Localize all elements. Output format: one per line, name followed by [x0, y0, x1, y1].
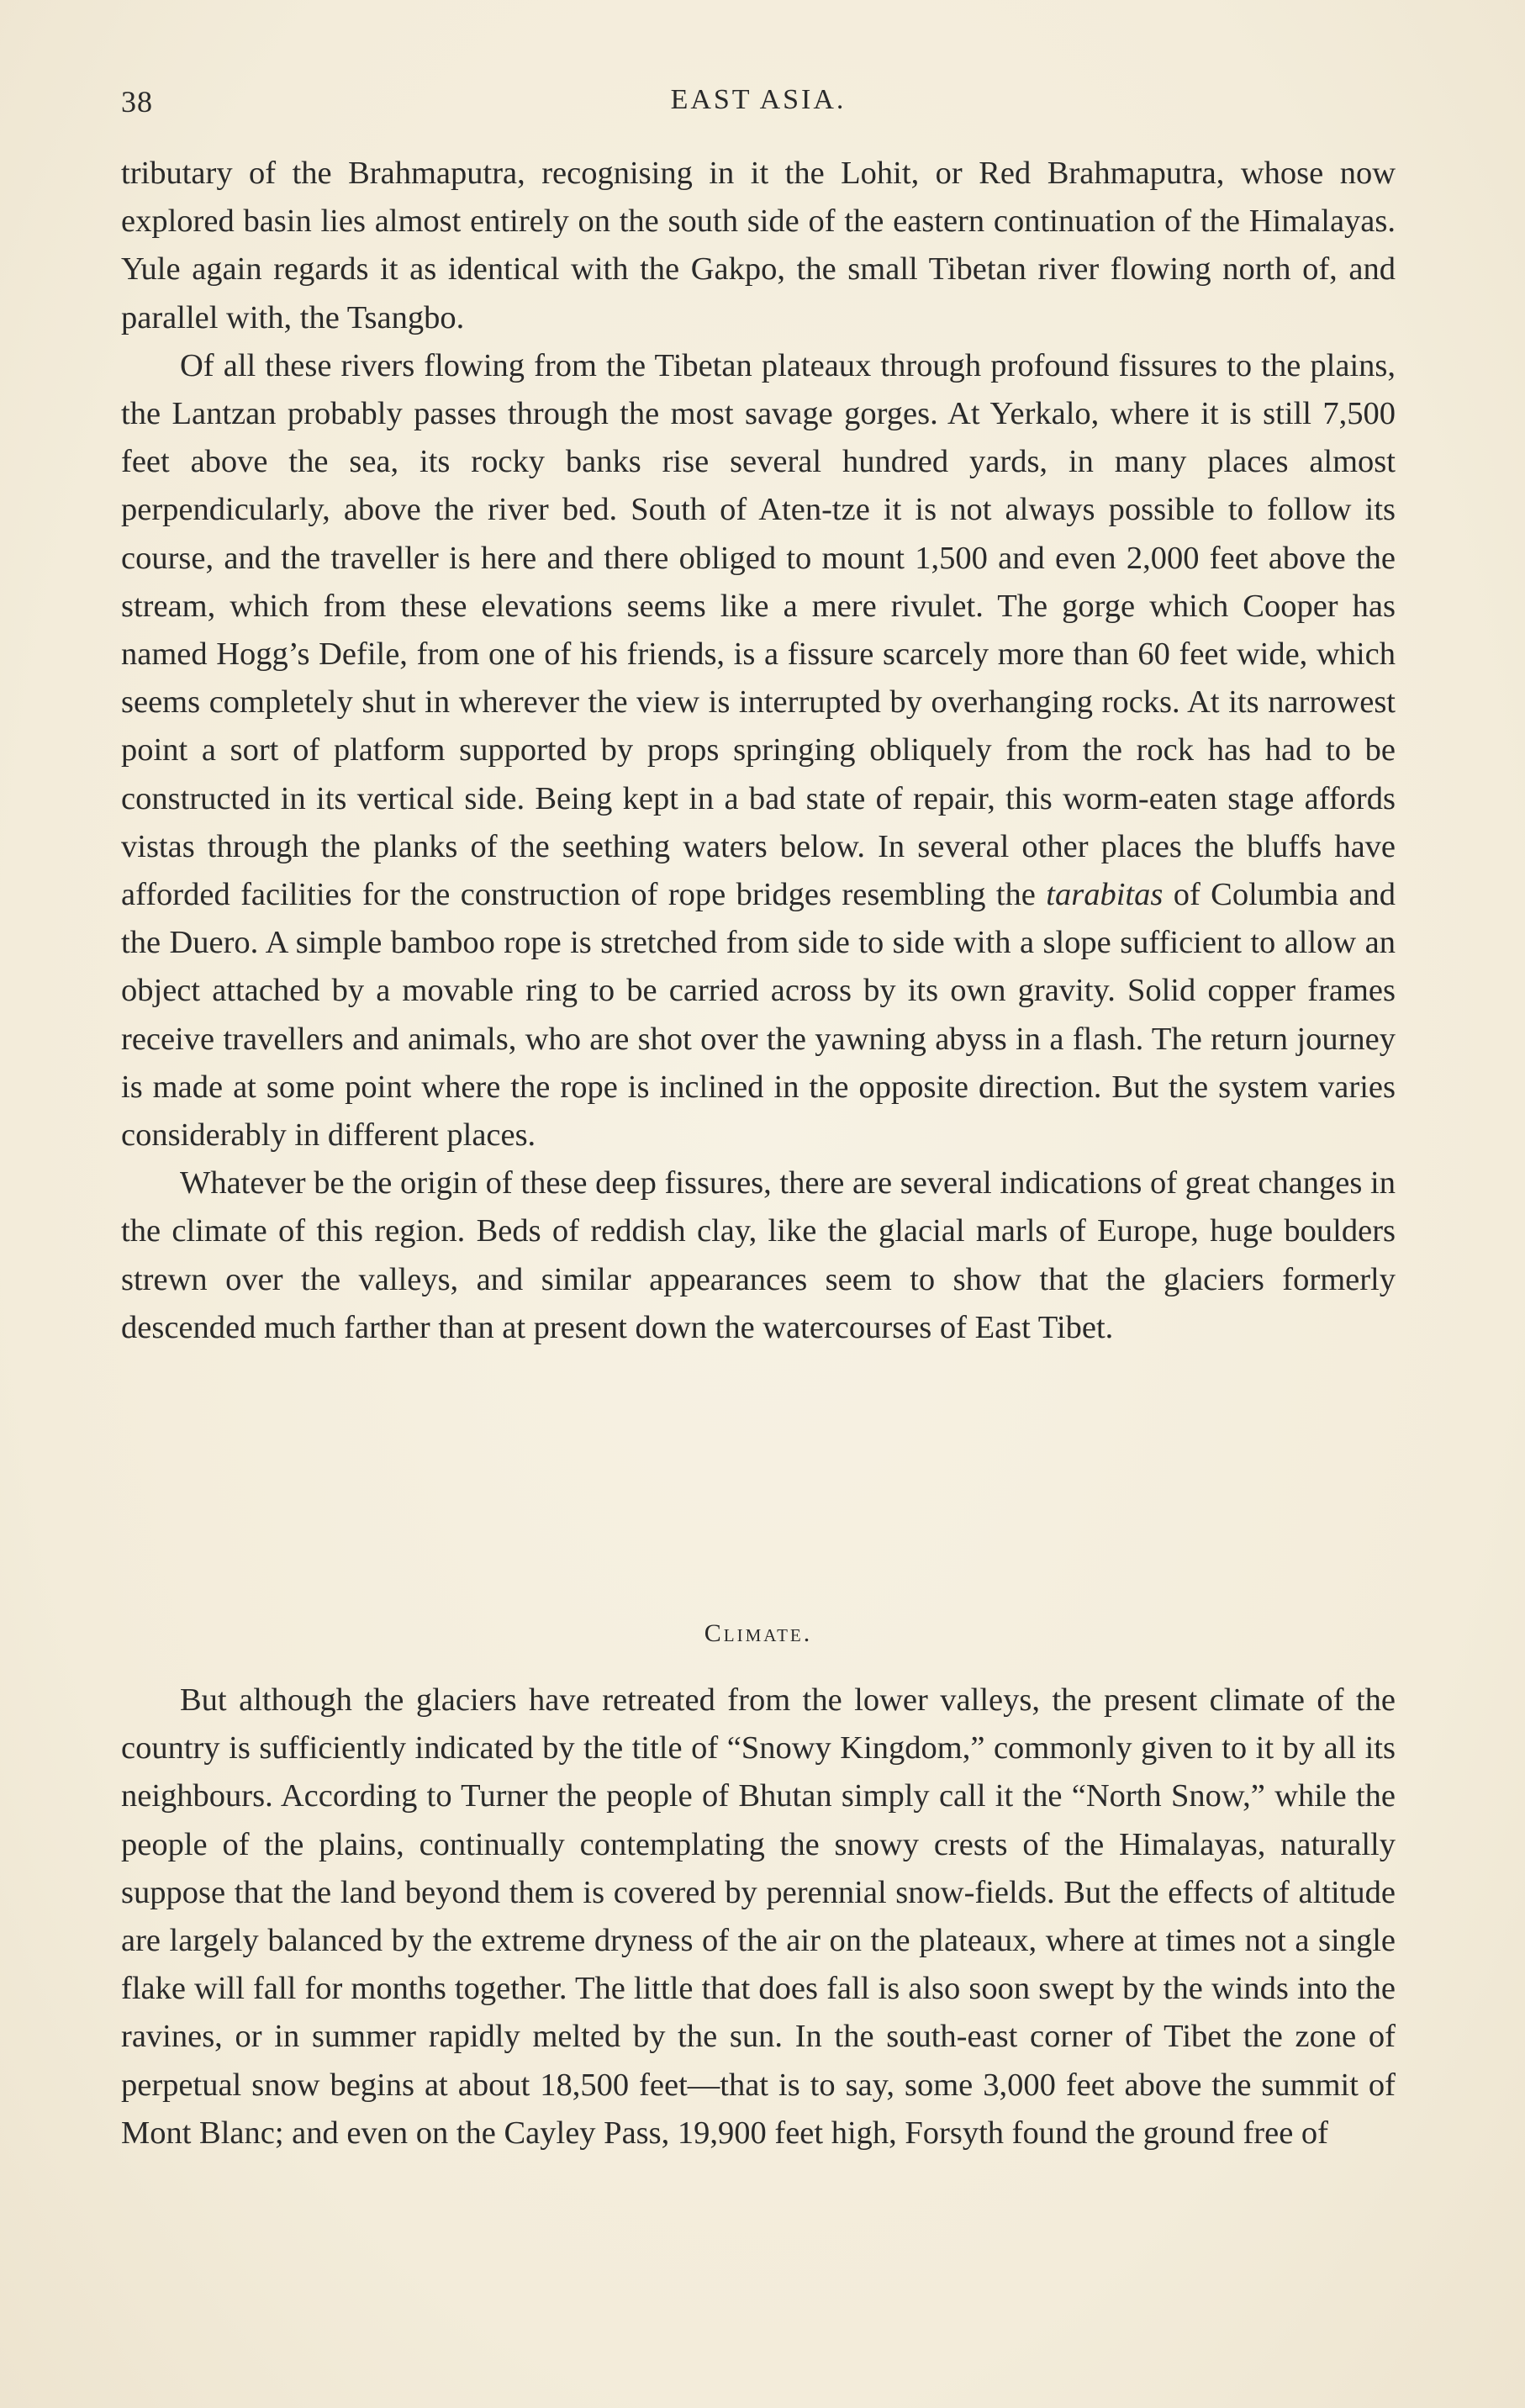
- paragraph: [121, 1677, 1396, 2157]
- climate-text-block: [121, 1677, 1396, 2157]
- paragraph: [121, 1159, 1396, 1352]
- page-header: [121, 84, 1396, 135]
- paragraph: [121, 342, 1396, 1159]
- running-title: EAST ASIA.: [670, 84, 847, 115]
- paragraph-text: Of all these rivers flowing from the Tibetan plateaux through profound fissures to the plains, the Lantzan probably passes through the most savage gorges. At Yerkalo, where it is still 7,500 feet above the sea, its rocky banks rise several hundred yards, in many places almost perpendicularly, above the river bed. South of Aten-tze it is not always possible to follow its course, and the traveller is here and there obliged to mount 1,500 and even 2,000 feet above the stream, which from these elevations seems like a mere rivulet. The gorge which Cooper has named Hogg’s Defile, from one of his friends, is a fissure scarcely more than 60 feet wide, which seems completely shut in wherever the view is interrupted by overhanging rocks. At its narrowest point a sort of platform supported by props springing obliquely from the rock has had to be constructed in its vertical side. Being kept in a bad state of repair, this worm-eaten stage affords vistas through the planks of the seething waters below. In several other places the bluffs have afforded facilities for the construction of rope bridges resembling the: [121, 347, 1396, 913]
- page-number: 38: [121, 85, 153, 119]
- italic-term: tarabitas: [1046, 877, 1164, 913]
- section-heading: Climate.: [704, 1619, 813, 1647]
- main-text-block: [121, 150, 1396, 1352]
- paragraph-text: tributary of the Brahmaputra, recognising in it the Lohit, or Red Brahmaputra, whose now explored basin lies almost entirely on the south side of the eastern continuation of the Himalayas. Yule again regards it as identical with the Gakpo, the small Tibetan river flowing north of, and parallel with, the Tsangbo.: [121, 156, 1396, 335]
- paragraph-text: Whatever be the origin of these deep fissures, there are several indications of great changes in the climate of this region. Beds of reddish clay, like the glacial marls of Europe, huge boulders strewn over the valleys, and similar appearances seem to show that the glaciers formerly descended much farther than at present down the watercourses of East Tibet.: [121, 1165, 1396, 1345]
- paragraph: [121, 150, 1396, 342]
- paragraph-text: of Columbia and the Duero. A simple bamboo rope is stretched from side to side with a slope sufficient to allow an object attached by a movable ring to be carried across by its own gravity. Solid copper frames receive travellers and animals, who are shot over the yawning abyss in a flash. The return journey is made at some point where the rope is inclined in the opposite direction. But the system varies considerably in different places.: [121, 877, 1396, 1154]
- paragraph-text: But although the glaciers have retreated from the lower valleys, the present climate of the country is sufficiently indicated by the title of “Snowy Kingdom,” commonly given to it by all its neighbours. According to Turner the people of Bhutan simply call it the “North Snow,” while the people of the plains, continually contemplating the snowy crests of the Himalayas, naturally suppose that the land beyond them is covered by perennial snow-fields. But the effects of altitude are largely balanced by the extreme dryness of the air on the plateaux, where at times not a single flake will fall for months together. The little that does fall is also soon swept by the winds into the ravines, or in summer rapidly melted by the sun. In the south-east corner of Tibet the zone of perpetual snow begins at about 18,500 feet—that is to say, some 3,000 feet above the summit of Mont Blanc; and even on the Cayley Pass, 19,900 feet high, Forsyth found the ground free of: [121, 1682, 1396, 2151]
